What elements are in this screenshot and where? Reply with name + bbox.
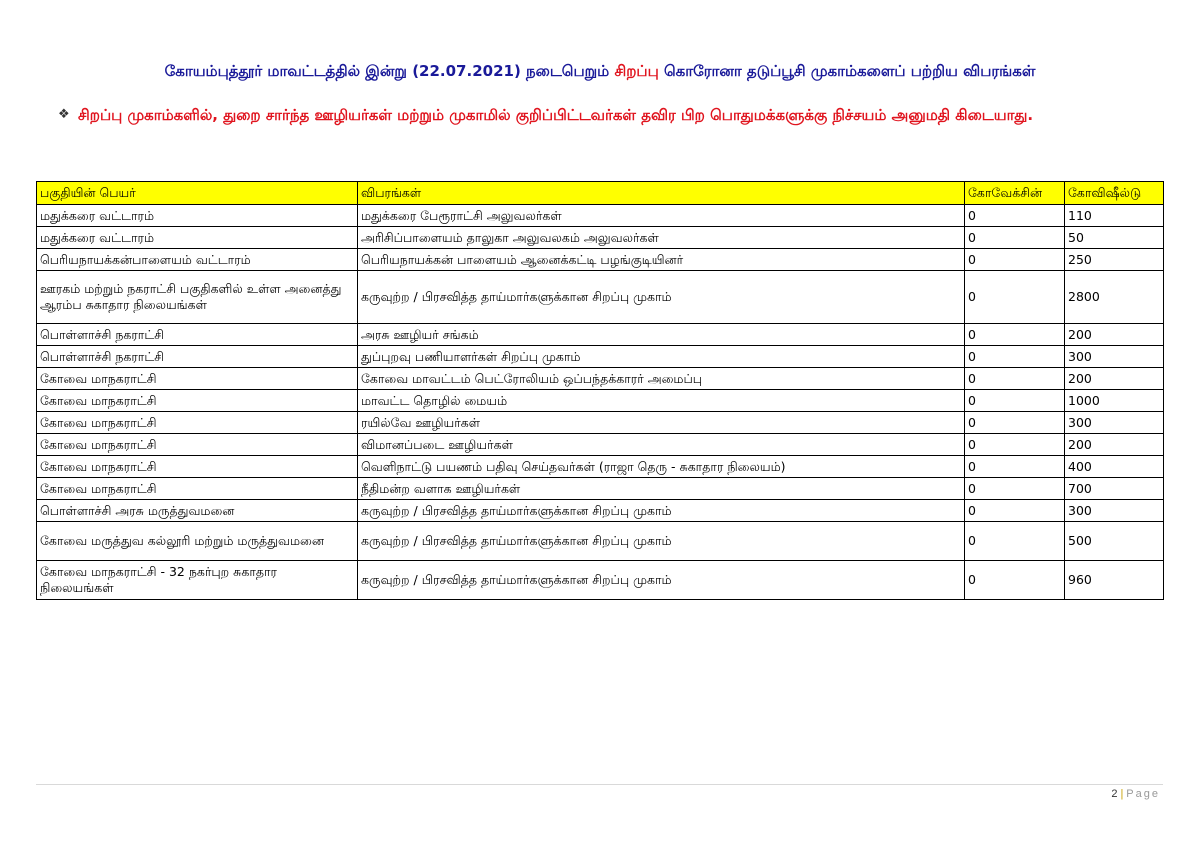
page-footer — [1111, 788, 1160, 800]
cell-covaxin: 0 — [965, 368, 1065, 390]
cell-covaxin: 0 — [965, 456, 1065, 478]
cell-details: நீதிமன்ற வளாக ஊழியர்கள் — [358, 478, 965, 500]
title-after: கொரோனா தடுப்பூசி முகாம்களைப் பற்றிய விபரங்கள் — [658, 62, 1036, 80]
table-row — [37, 324, 1164, 346]
page-number: 2 — [1111, 788, 1118, 800]
cell-details: விமானப்படை ஊழியர்கள் — [358, 434, 965, 456]
notice — [58, 104, 1118, 126]
table-row — [37, 227, 1164, 249]
cell-area: கோவை மாநகராட்சி — [37, 478, 358, 500]
cell-details: அரிசிப்பாளையம் தாலுகா அலுவலகம் அலுவலர்கள் — [358, 227, 965, 249]
page-label: Page — [1126, 788, 1160, 800]
table-row — [37, 500, 1164, 522]
cell-covishield: 50 — [1065, 227, 1164, 249]
table-row — [37, 434, 1164, 456]
cell-details: வெளிநாட்டு பயணம் பதிவு செய்தவர்கள் (ராஜா தெரு - சுகாதார நிலையம்) — [358, 456, 965, 478]
table-row — [37, 368, 1164, 390]
table-row — [37, 346, 1164, 368]
cell-details: கருவுற்ற / பிரசவித்த தாய்மார்களுக்கான சிறப்பு முகாம் — [358, 522, 965, 561]
cell-details: அரசு ஊழியர் சங்கம் — [358, 324, 965, 346]
cell-details: பெரியநாயக்கன் பாளையம் ஆனைக்கட்டி பழங்குடியினர் — [358, 249, 965, 271]
cell-covaxin: 0 — [965, 434, 1065, 456]
cell-details: மாவட்ட தொழில் மையம் — [358, 390, 965, 412]
cell-area: கோவை மருத்துவ கல்லூரி மற்றும் மருத்துவமனை — [37, 522, 358, 561]
cell-area: ஊரகம் மற்றும் நகராட்சி பகுதிகளில் உள்ள அனைத்து ஆரம்ப சுகாதார நிலையங்கள் — [37, 271, 358, 324]
cell-covaxin: 0 — [965, 500, 1065, 522]
cell-covishield: 500 — [1065, 522, 1164, 561]
header-covishield: கோவிஷீல்டு — [1065, 182, 1164, 205]
table-row — [37, 478, 1164, 500]
title-highlight: சிறப்பு — [614, 62, 659, 80]
cell-covaxin: 0 — [965, 249, 1065, 271]
page-title — [0, 62, 1200, 82]
camp-table — [36, 181, 1164, 600]
cell-covishield: 2800 — [1065, 271, 1164, 324]
cell-area: கோவை மாநகராட்சி — [37, 390, 358, 412]
footer-divider — [36, 784, 1163, 785]
table-row — [37, 390, 1164, 412]
cell-area: மதுக்கரை வட்டாரம் — [37, 227, 358, 249]
cell-covishield: 300 — [1065, 346, 1164, 368]
cell-details: மதுக்கரை பேரூராட்சி அலுவலர்கள் — [358, 205, 965, 227]
header-area-name: பகுதியின் பெயர் — [37, 182, 358, 205]
cell-details: ரயில்வே ஊழியர்கள் — [358, 412, 965, 434]
cell-area: கோவை மாநகராட்சி - 32 நகர்புற சுகாதார நிலையங்கள் — [37, 561, 358, 600]
table-row — [37, 249, 1164, 271]
footer-separator: | — [1120, 788, 1124, 800]
cell-covishield: 200 — [1065, 324, 1164, 346]
table-header-row — [37, 182, 1164, 205]
cell-covaxin: 0 — [965, 271, 1065, 324]
cell-covaxin: 0 — [965, 522, 1065, 561]
cell-area: பொள்ளாச்சி அரசு மருத்துவமனை — [37, 500, 358, 522]
cell-covishield: 400 — [1065, 456, 1164, 478]
cell-details: துப்புறவு பணியாளர்கள் சிறப்பு முகாம் — [358, 346, 965, 368]
cell-details: கருவுற்ற / பிரசவித்த தாய்மார்களுக்கான சிறப்பு முகாம் — [358, 500, 965, 522]
cell-covishield: 110 — [1065, 205, 1164, 227]
cell-covishield: 960 — [1065, 561, 1164, 600]
cell-area: பெரியநாயக்கன்பாளையம் வட்டாரம் — [37, 249, 358, 271]
cell-covaxin: 0 — [965, 324, 1065, 346]
cell-area: மதுக்கரை வட்டாரம் — [37, 205, 358, 227]
cell-area: கோவை மாநகராட்சி — [37, 412, 358, 434]
cell-area: கோவை மாநகராட்சி — [37, 434, 358, 456]
notice-text: சிறப்பு முகாம்களில், துறை சார்ந்த ஊழியர்கள் மற்றும் முகாமில் குறிப்பிட்டவர்கள் தவிர பிற பொதுமக்களுக்கு நிச்சயம் அனுமதி கிடையாது. — [78, 106, 1034, 124]
cell-covaxin: 0 — [965, 412, 1065, 434]
cell-covishield: 300 — [1065, 412, 1164, 434]
table-row — [37, 412, 1164, 434]
title-before: கோயம்புத்தூர் மாவட்டத்தில் இன்று (22.07.2021) நடைபெறும் — [164, 62, 615, 80]
cell-area: கோவை மாநகராட்சி — [37, 456, 358, 478]
table-row — [37, 456, 1164, 478]
table-row — [37, 205, 1164, 227]
cell-details: கோவை மாவட்டம் பெட்ரோலியம் ஒப்பந்தக்காரர் அமைப்பு — [358, 368, 965, 390]
cell-details: கருவுற்ற / பிரசவித்த தாய்மார்களுக்கான சிறப்பு முகாம் — [358, 271, 965, 324]
header-details: விபரங்கள் — [358, 182, 965, 205]
cell-covishield: 700 — [1065, 478, 1164, 500]
cell-covaxin: 0 — [965, 561, 1065, 600]
cell-covaxin: 0 — [965, 205, 1065, 227]
cell-covishield: 200 — [1065, 368, 1164, 390]
table-row — [37, 561, 1164, 600]
cell-details: கருவுற்ற / பிரசவித்த தாய்மார்களுக்கான சிறப்பு முகாம் — [358, 561, 965, 600]
header-covaxin: கோவேக்சின் — [965, 182, 1065, 205]
cell-area: பொள்ளாச்சி நகராட்சி — [37, 324, 358, 346]
cell-area: கோவை மாநகராட்சி — [37, 368, 358, 390]
cell-covishield: 300 — [1065, 500, 1164, 522]
cell-covishield: 200 — [1065, 434, 1164, 456]
cell-covaxin: 0 — [965, 390, 1065, 412]
table-row — [37, 522, 1164, 561]
cell-covaxin: 0 — [965, 346, 1065, 368]
cell-covishield: 1000 — [1065, 390, 1164, 412]
cell-covishield: 250 — [1065, 249, 1164, 271]
table-row — [37, 271, 1164, 324]
cell-covaxin: 0 — [965, 478, 1065, 500]
cell-covaxin: 0 — [965, 227, 1065, 249]
cell-area: பொள்ளாச்சி நகராட்சி — [37, 346, 358, 368]
diamond-bullet-icon: ❖ — [58, 107, 70, 122]
